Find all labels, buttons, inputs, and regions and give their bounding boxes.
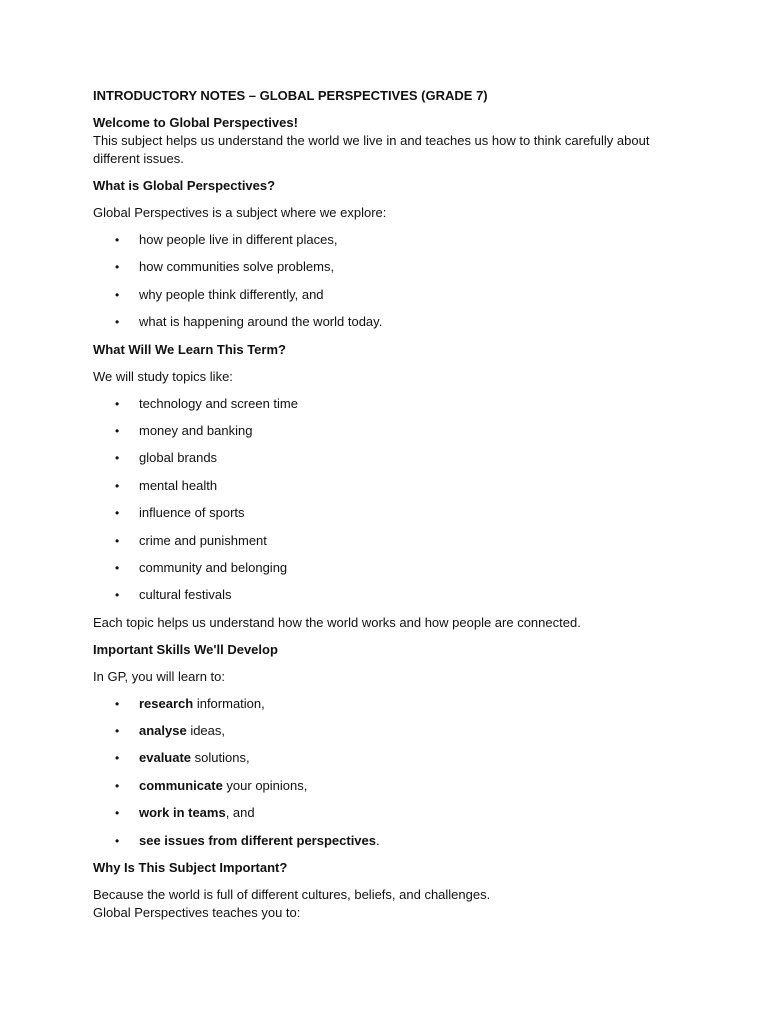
bullet-icon: • — [115, 833, 120, 848]
section-intro-what-is-gp: Global Perspectives is a subject where we explore: — [93, 205, 387, 220]
list-item-text: , and — [225, 805, 255, 821]
list-item-text: cultural festivals — [139, 587, 232, 603]
bullet-icon: • — [115, 533, 120, 548]
document-body — [93, 87, 683, 922]
list-item-text: what is happening around the world today. — [139, 314, 383, 330]
bullet-icon: • — [115, 287, 120, 302]
bullet-icon: • — [115, 588, 120, 603]
list-item — [93, 832, 683, 850]
list-item-text: how people live in different places, — [139, 232, 338, 247]
list-item-bold-text: work in teams — [139, 805, 226, 821]
list-item-text: money and banking — [139, 422, 253, 438]
list-item-text: ideas, — [186, 723, 226, 739]
bullet-icon: • — [115, 560, 120, 575]
bullet-icon: • — [115, 506, 120, 521]
list-item-text: global brands — [139, 450, 218, 466]
list-item — [93, 231, 683, 249]
section-intro-this-term: We will study topics like: — [93, 368, 233, 384]
bullet-icon: • — [115, 806, 120, 821]
list-item-text: mental health — [139, 477, 218, 493]
section-intro-skills: In GP, you will learn to: — [93, 668, 225, 684]
document-title: INTRODUCTORY NOTES – GLOBAL PERSPECTIVES (GRADE 7) — [93, 88, 488, 103]
bullet-icon: • — [115, 696, 120, 711]
list-item — [93, 559, 683, 577]
bullet-list-skills — [93, 695, 683, 850]
list-item-text: influence of sports — [139, 505, 245, 521]
bullet-icon: • — [115, 724, 120, 739]
bullet-icon: • — [115, 451, 120, 466]
section-heading-importance: Why Is This Subject Important? — [93, 860, 288, 876]
list-item-bold-text: see issues from different perspectives — [139, 832, 376, 848]
list-item — [93, 395, 683, 413]
bullet-icon: • — [115, 751, 120, 766]
list-item — [93, 586, 683, 604]
list-item-text: . — [376, 832, 380, 848]
list-item-bold-text: research — [139, 695, 194, 711]
list-item-text: your opinions, — [222, 777, 308, 793]
section-heading-this-term: What Will We Learn This Term? — [93, 341, 286, 357]
welcome-heading: Welcome to Global Perspectives! — [93, 115, 298, 130]
bullet-icon: • — [115, 478, 120, 493]
bullet-icon: • — [115, 260, 120, 275]
bullet-icon: • — [115, 423, 120, 438]
list-item-text: technology and screen time — [139, 395, 298, 411]
list-item — [93, 477, 683, 495]
list-item — [93, 777, 683, 795]
list-item — [93, 313, 683, 331]
list-item-bold-text: communicate — [139, 777, 223, 793]
list-item — [93, 422, 683, 440]
bullet-list-topics — [93, 395, 683, 605]
bullet-icon: • — [115, 315, 120, 330]
list-item-text: crime and punishment — [139, 532, 267, 548]
list-item-text: community and belonging — [139, 559, 288, 575]
list-item — [93, 286, 683, 304]
list-item — [93, 722, 683, 740]
section-heading-what-is-gp: What is Global Perspectives? — [93, 178, 276, 193]
list-item-text: how communities solve problems, — [139, 259, 335, 275]
welcome-text: This subject helps us understand the world we live in and teaches us how to think carefully about different issues. — [93, 133, 650, 166]
bullet-icon: • — [115, 778, 120, 793]
importance-line-1: Because the world is full of different cultures, beliefs, and challenges. — [93, 887, 491, 903]
section-heading-skills: Important Skills We'll Develop — [93, 641, 278, 657]
list-item-text: information, — [193, 695, 265, 711]
list-item-text: solutions, — [191, 750, 250, 766]
list-item — [93, 258, 683, 276]
importance-line-2: Global Perspectives teaches you to: — [93, 905, 301, 921]
list-item — [93, 695, 683, 713]
list-item-bold-text: analyse — [139, 723, 187, 739]
list-item — [93, 532, 683, 550]
bullet-list-explore — [93, 231, 683, 331]
section-outro-this-term: Each topic helps us understand how the world works and how people are connected. — [93, 614, 581, 630]
bullet-icon: • — [115, 233, 120, 247]
list-item — [93, 749, 683, 767]
list-item — [93, 804, 683, 822]
list-item — [93, 504, 683, 522]
list-item — [93, 449, 683, 467]
bullet-icon: • — [115, 396, 120, 411]
list-item-bold-text: evaluate — [139, 750, 192, 766]
list-item-text: why people think differently, and — [139, 286, 324, 302]
